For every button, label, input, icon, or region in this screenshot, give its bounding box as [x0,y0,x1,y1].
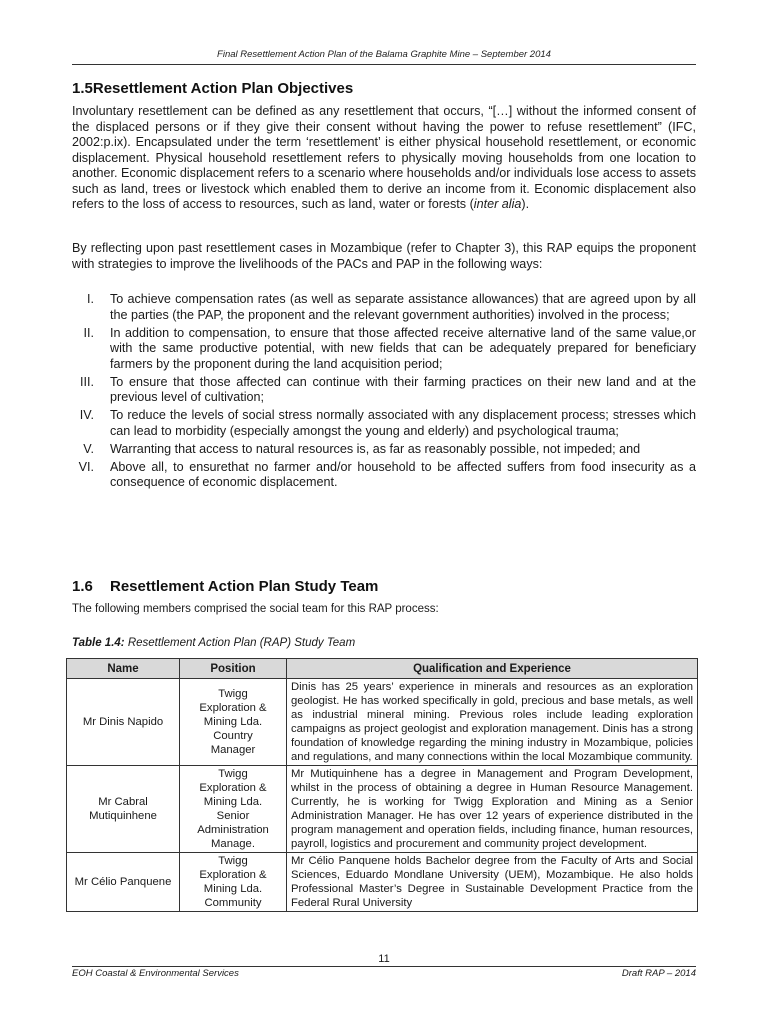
list-item [72,326,696,373]
member-position [180,766,287,853]
member-qualification: Dinis has 25 years’ experience in minerals and resources as an exploration geologist. He has worked specifically in gold, precious and base metals, as well as industrial mineral mining. Previous roles include leading exploration campaigns as project geologist and exploration management. Dinis has a strong foundation of knowledge regarding the mining industry in Mozambique, policies and regulations, and many connections within the local Mozambique community. [287,679,698,766]
member-qualification: Mr Célio Panquene holds Bachelor degree from the Faculty of Arts and Social Sciences, Eduardo Mondlane University (UEM), Mozambique. He also holds Professional Master’s Degree in Sustainable Development Practice from the Federal Rural University [287,853,698,912]
position-line: Manage. [211,838,255,850]
paragraph-1-italic: inter alia [473,197,522,211]
position-line: Administration [197,824,269,836]
position-line: Manager [210,744,256,756]
list-item-text: Above all, to ensurethat no farmer and/or household to be affected suffers from food insecurity as a consequence of economic displacement. [110,459,696,489]
list-item [72,460,696,491]
member-name: Mr Cabral Mutiquinhene [67,766,180,853]
list-numeral: III. [80,374,94,389]
table-caption-label: Table 1.4: [72,637,125,649]
list-numeral: II. [83,325,94,340]
table-row [67,679,698,766]
table-caption-text: Resettlement Action Plan (RAP) Study Team [127,637,356,649]
list-numeral: VI. [78,459,94,474]
list-item-text: To reduce the levels of social stress normally associated with any displacement process; stresses which can lead to morbidity (especially amongst the young and elderly) and psychological trauma; [110,408,696,438]
study-team-intro: The following members comprised the social team for this RAP process: [72,603,439,615]
table-caption [72,637,355,649]
header-divider [72,64,696,65]
position-line: Mining Lda. [203,796,263,808]
position-line: Twigg [218,768,248,780]
list-item-text: To ensure that those affected can continue with their farming practices on their new land and at the previous level of cultivation; [110,374,696,404]
position-line: Exploration & [199,702,267,714]
running-header: Final Resettlement Action Plan of the Balama Graphite Mine – September 2014 [217,49,551,60]
column-header-position: Position [180,659,287,679]
paragraph-1-end: ). [521,197,530,211]
objectives-list [72,292,696,493]
paragraph-1-text: Involuntary resettlement can be defined as any resettlement that occurs, “[…] without the informed consent of the displaced persons or if they give their consent without having the power to refuse resettlement” (IFC, 2002:p.ix). Encapsulated under the term ‘resettlement’ is either physical household resettlement, or economic displacement. Physical household resettlement refers to physically moving households from one location to another. Economic displacement refers to a scenario where households and/or individuals lose access to assets such as land, trees or livestock which enabled them to derive an income from it. Economic displacement also refers to the loss of access to resources, such as land, water or forests ( [72,104,696,211]
section-1-5-heading [72,80,353,97]
footer-company: EOH Coastal & Environmental Services [72,968,239,979]
table-header-row [67,659,698,679]
table-row [67,766,698,853]
column-header-name: Name [67,659,180,679]
section-1-6-heading [72,578,378,595]
list-item [72,375,696,406]
member-name: Mr Dinis Napido [67,679,180,766]
list-item [72,442,696,458]
section-1-5-title: Resettlement Action Plan Objectives [92,80,354,97]
position-line: Exploration & [199,869,267,881]
position-line: Twigg [218,855,248,867]
list-numeral: IV. [79,408,94,422]
list-item-text: Warranting that access to natural resources is, as far as reasonably possible, not impeded; and [110,441,641,456]
position-line: Country [213,730,253,742]
paragraph-rap-strategies: By reflecting upon past resettlement cases in Mozambique (refer to Chapter 3), this RAP equips the proponent with strategies to improve the livelihoods of the PACs and PAP in the following ways: [72,241,696,271]
footer-divider [72,966,696,967]
position-line: Mining Lda. [203,716,263,728]
column-header-qualification: Qualification and Experience [287,659,698,679]
table-row [67,853,698,912]
member-position [180,853,287,912]
position-line: Community [204,897,262,909]
study-team-table [66,658,698,912]
paragraph-resettlement-definition [72,104,696,213]
section-1-6-number: 1.6 [72,578,93,595]
position-line: Mining Lda. [203,883,263,895]
list-item-text: To achieve compensation rates (as well as separate assistance allowances) that are agreed upon by all the parties (the PAP, the proponent and the relevant government authorities) involved in the process; [110,292,696,322]
section-1-6-title: Resettlement Action Plan Study Team [110,578,379,595]
page-number: 11 [378,953,390,965]
list-item-text: In addition to compensation, to ensure that those affected receive alternative land of the same value,or with the same productive potential, with new fields that can be adequately prepared for beneficiary farmers by the proponent during the land acquisition period; [110,325,696,371]
list-item [72,408,696,439]
member-qualification: Mr Mutiquinhene has a degree in Management and Program Development, whilst in the process of obtaining a degree in Human Resource Management. Currently, he is working for Twigg Exploration and Mining as a Senior Administration Manager. He has over 12 years of experience distributed in the program management and operation fields, including finance, human resources, payroll, logistics and procurement and community project development. [287,766,698,853]
position-line: Twigg [218,688,248,700]
section-1-5-number: 1.5 [72,80,93,97]
member-position [180,679,287,766]
list-item [72,292,696,323]
list-numeral: I. [87,292,94,306]
list-numeral: V. [83,441,94,456]
position-line: Exploration & [199,782,267,794]
position-line: Senior [216,810,250,822]
member-name: Mr Célio Panquene [67,853,180,912]
footer-document-status: Draft RAP – 2014 [621,968,696,979]
